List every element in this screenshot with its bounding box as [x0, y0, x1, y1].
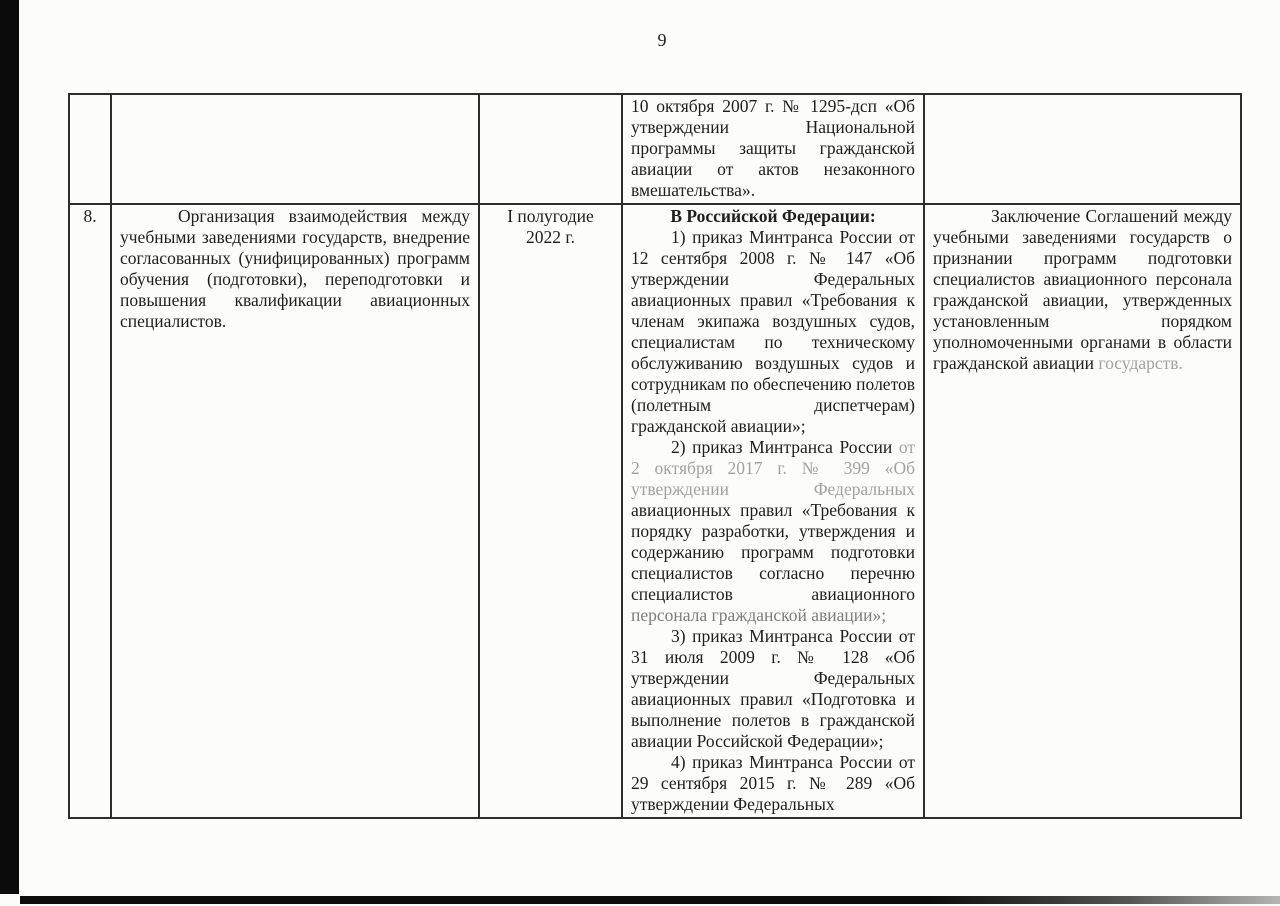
row-number-text: 8. — [83, 206, 97, 226]
table-row-8 — [69, 204, 1241, 818]
measure-text: Организация взаимодействия между учебными заведениями государств, внедрение согласованных (унифицированных) программ обучения (подготовки), переподготовки и повышения квалификации авиационных специалистов. — [120, 206, 470, 331]
text-run-faded: от 2 октября 2017 г. № 399 «Об утверждении Федеральных — [631, 437, 915, 499]
legal-basis-continuation-text: 10 октября 2007 г. № 1295-дсп «Об утверждении Национальной программы защиты гражданской авиации от актов незаконного вмешательства». — [631, 96, 915, 200]
text-run: Заключение Соглашений между учебными заведениями государств о признании программ подготовки специалистов авиационного персонала гражданской авиации, утвержденных установленным порядком уполномоченными органами в области гражданской авиации — [933, 206, 1232, 373]
cell-expected-result-empty — [924, 94, 1241, 204]
cell-legal-basis — [622, 204, 924, 818]
text-run: авиационных правил «Требования к порядку разработки, утверждения и содержанию программ подготовки специалистов согласно перечню специалистов авиационного — [631, 500, 915, 604]
cell-expected-result — [924, 204, 1241, 818]
deadline-line2: 2022 г. — [526, 227, 575, 247]
expected-result-text — [933, 206, 1232, 374]
cell-deadline — [479, 204, 622, 818]
scan-artifact-left-band — [0, 0, 19, 894]
cell-deadline-empty — [479, 94, 622, 204]
deadline-line1: I полугодие — [507, 206, 594, 226]
legal-item-1: 1) приказ Минтранса России от 12 сентября 2008 г. № 147 «Об утверждении Федеральных авиационных правил «Требования к членам экипажа воздушных судов, специалистам по техническому обслуживанию воздушных судов и сотрудникам по обеспечению полетов (полетным диспетчерам) гражданской авиации»; — [631, 227, 915, 436]
document-table — [68, 93, 1242, 819]
legal-basis-heading: В Российской Федерации: — [670, 206, 876, 226]
cell-measure — [111, 204, 479, 818]
cell-row-number — [69, 204, 111, 818]
page-number: 9 — [657, 30, 667, 50]
text-run-faded: государств. — [1098, 353, 1183, 373]
text-run: 2) приказ Минтранса России — [671, 437, 899, 457]
cell-number-empty — [69, 94, 111, 204]
legal-item-3: 3) приказ Минтранса России от 31 июля 2009 г. № 128 «Об утверждении Федеральных авиационных правил «Подготовка и выполнение полетов в гражданской авиации Российской Федерации»; — [631, 626, 915, 751]
legal-item-2 — [631, 437, 915, 626]
text-run-faded: персонала гражданской авиации»; — [631, 605, 887, 625]
cell-legal-basis-continuation — [622, 94, 924, 204]
table-row-continuation — [69, 94, 1241, 204]
scan-artifact-bottom-band — [20, 896, 1280, 904]
legal-item-4: 4) приказ Минтранса России от 29 сентября 2015 г. № 289 «Об утверждении Федеральных — [631, 752, 915, 814]
cell-measure-empty — [111, 94, 479, 204]
